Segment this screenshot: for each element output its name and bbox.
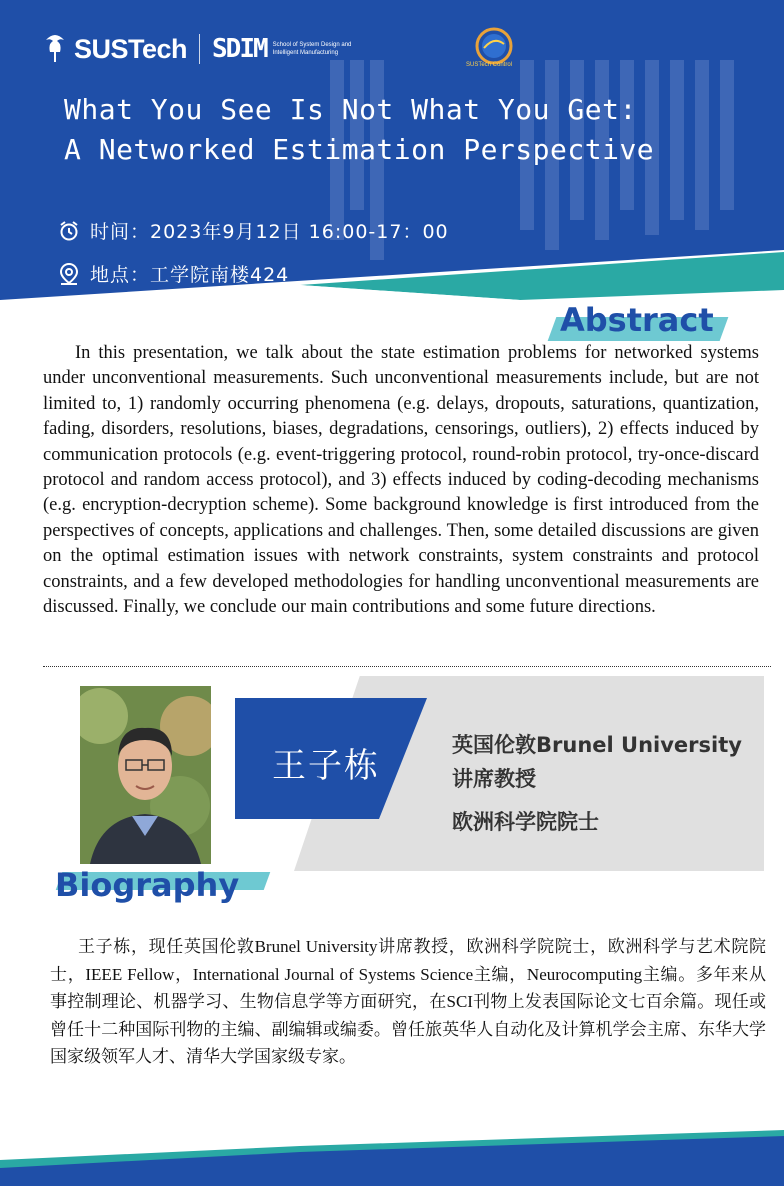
- section-divider: [43, 666, 771, 667]
- time-text: 时间：2023年9月12日 16:00-17：00: [90, 221, 449, 243]
- sdim-logo-text: SDIM: [212, 34, 267, 64]
- place-row: [58, 260, 289, 287]
- control-logo-label: SUSTech Control: [466, 62, 513, 68]
- speaker-title: 讲席教授: [452, 767, 536, 791]
- speaker-name: 王子栋: [272, 746, 380, 786]
- footer-wave: [0, 1130, 784, 1186]
- speaker-photo: [80, 686, 211, 864]
- sustech-logo-text: SUSTech: [74, 33, 188, 64]
- clock-icon: [58, 220, 80, 242]
- talk-title: [64, 90, 654, 170]
- abstract-heading-text: Abstract: [560, 301, 714, 339]
- time-row: [58, 217, 449, 244]
- biography-body: 王子栋，现任英国伦敦Brunel University讲席教授，欧洲科学院院士，欧洲科学与艺术院院士，IEEE Fellow，International Journal of Systems Science主编，Neurocomputing主编。多年来从事控制理论、机器学习、生物信息学等方面研究，在SCI刊物上发表国际论文七百余篇。现任或曾任十二种国际刊物的主编、副编辑或编委。曾任旅英华人自动化及计算机学会主席、东华大学国家级领军人才、清华大学国家级专家。: [50, 937, 766, 1066]
- sustech-logo-icon: [42, 32, 68, 66]
- speaker-affiliation: 英国伦敦Brunel University: [452, 733, 742, 757]
- sdim-subtitle: School of System Design and Intelligent Manufacturing: [272, 42, 352, 56]
- abstract-body: In this presentation, we talk about the state estimation problems for networked systems under unconventional measurements. Such unconventional measurements include, but are not limited to, 1) randomly occurring phenomena (e.g. delays, dropouts, saturations, quantization, fading, disorders, resolutions, biases, degradations, censorings, outliers), 2) effects induced by communication protocols (e.g. event-triggering protocol, round-robin protocol, try-once-discard protocol and random access protocol), and 3) effects induced by coding-decoding mechanisms (e.g. encryption-decryption scheme). Some background knowledge is first introduced from the perspectives of concepts, applications and challenges. Then, some detailed discussions are given on the optimal estimation issues with network constraints, system constraints and protocol constraints, and a few developed methodologies for handling unconventional measurements are discussed. Finally, we conclude our main contributions and some future directions.: [43, 343, 759, 618]
- place-text: 地点：工学院南楼424: [90, 264, 290, 286]
- location-pin-icon: [58, 262, 80, 286]
- header-banner: [0, 0, 784, 330]
- title-line-2: A Networked Estimation Perspective: [64, 133, 655, 166]
- logo-row: [42, 24, 363, 74]
- biography-heading: [55, 866, 275, 908]
- title-line-1: What You See Is Not What You Get:: [64, 93, 637, 126]
- logo-divider: [199, 34, 200, 64]
- abstract-heading: [552, 301, 724, 341]
- biography-heading-text: Biography: [55, 866, 240, 904]
- speaker-honor: 欧洲科学院院士: [452, 810, 599, 834]
